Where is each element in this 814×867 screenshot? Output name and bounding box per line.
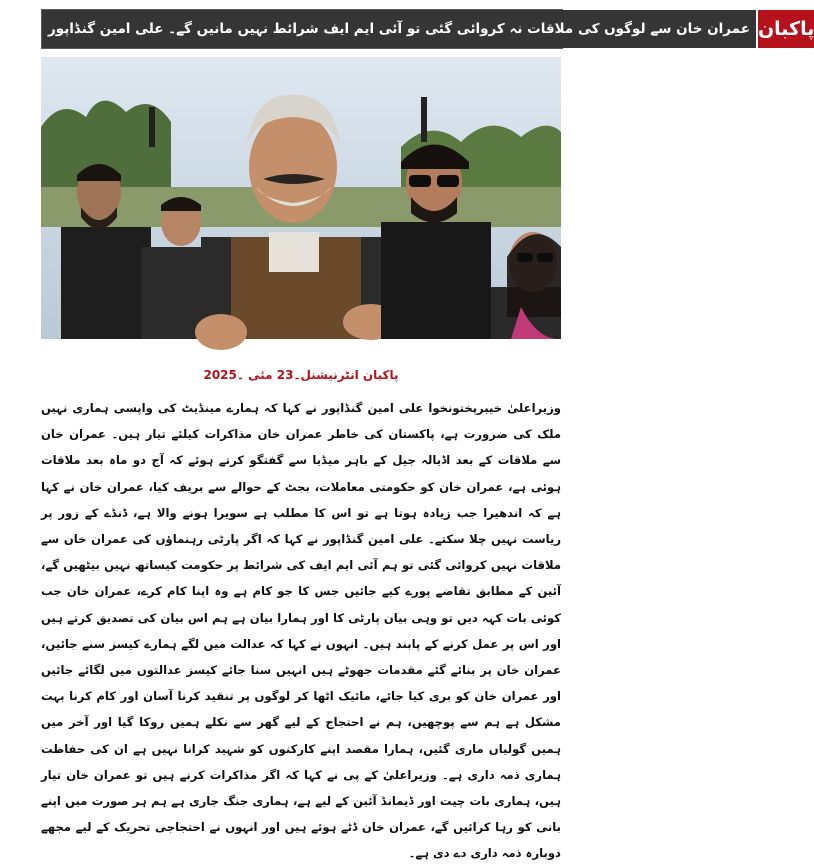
article-body: وزیراعلیٰ خیبرپختونخوا علی امین گنڈاپور نے کہا کہ ہمارے مینڈیٹ کی واپسی ہماری نہیں ملک کی ضرورت ہے، پاکستان کی خاطر عمران خان مذاکرات کیلئے تیار ہیں۔ عمران خان سے ملاقات کے بعد اڈیالہ جیل کے باہر میڈیا سے گفتگو کرتے ہوئے کہ آج دو ماہ بعد ملاقات ہوئی ہے، عمران خان کو حکومتی معاملات، بجٹ کے حوالے سے بریف کیا، عمران خان نے کہا ہے کہ اندھیرا جب زیادہ ہوتا ہے تو اس کا مطلب ہے سویرا ہونے والا ہے، ڈنڈے کے زور پر ریاست نہیں چلا سکتے۔ علی امین گنڈاپور نے کہا کہ اگر پارٹی رہنماؤں کی عمران خان سے ملاقات نہیں کروائی گئی تو ہم آئی ایم ایف کی شرائط پر حکومت کیساتھ نہیں بیٹھیں گے، آئین کے مطابق تقاضے پورے کیے جائیں جس کا جو کام ہے وہ اپنا کام کرے، عمران خان جب کوئی بات کہہ دیں تو وہی بیان پارٹی کا اور ہمارا بیان ہے ہم اس بیان کی تصدیق کرتے ہیں اور اس پر عمل کرنے کے پابند ہیں۔ انہوں نے کہا کہ عدالت میں لگے ہمارے کیسز سنے جائیں، عمران خان پر بنائے گئے مقدمات جھوٹے ہیں انہیں سنا جائے کیسز عدالتوں میں لگائے جائیں اور عمران خان کو بری کیا جائے، مائیک اٹھا کر لوگوں پر تنقید کرنا آسان اور کام کرنا بہت مشکل ہے ہم سے پوچھیں، ہم نے احتجاج کے لیے گھر سے نکلے ہمیں روکا گیا اور آخر میں ہمیں گولیاں ماری گئیں، ہمارا مقصد اپنے کارکنوں کو شہید کرانا نہیں ہے ان کی حفاظت ہماری ذمہ داری ہے۔ وزیراعلیٰ کے پی نے کہا کہ اگر مذاکرات کرنے ہیں تو عمران خان تیار ہیں، ہماری بات چیت اور ڈیمانڈ آئین کے لیے ہے، ہماری جنگ جاری ہے ہم ہر صورت میں اپنے بانی کو رہا کرائیں گے، عمران خان ڈٹے ہوئے ہیں اور انہوں نے احتجاجی تحریک کے لیے مجھے دوبارہ ذمہ داری دے دی ہے۔ (41, 401, 561, 861)
headline-text: عمران خان سے لوگوں کی ملاقات نہ کروائی گئی تو آئی ایم ایف شرائط نہیں مانیں گے۔ علی امین گنڈاپور (42, 10, 756, 48)
brand-logo: پاکبان (756, 10, 814, 48)
press-conference-photo (41, 57, 561, 339)
article-dateline: پاکبان انٹرنیشنل۔23 مئی ۔2025 (203, 368, 399, 382)
headline-banner (41, 9, 814, 49)
